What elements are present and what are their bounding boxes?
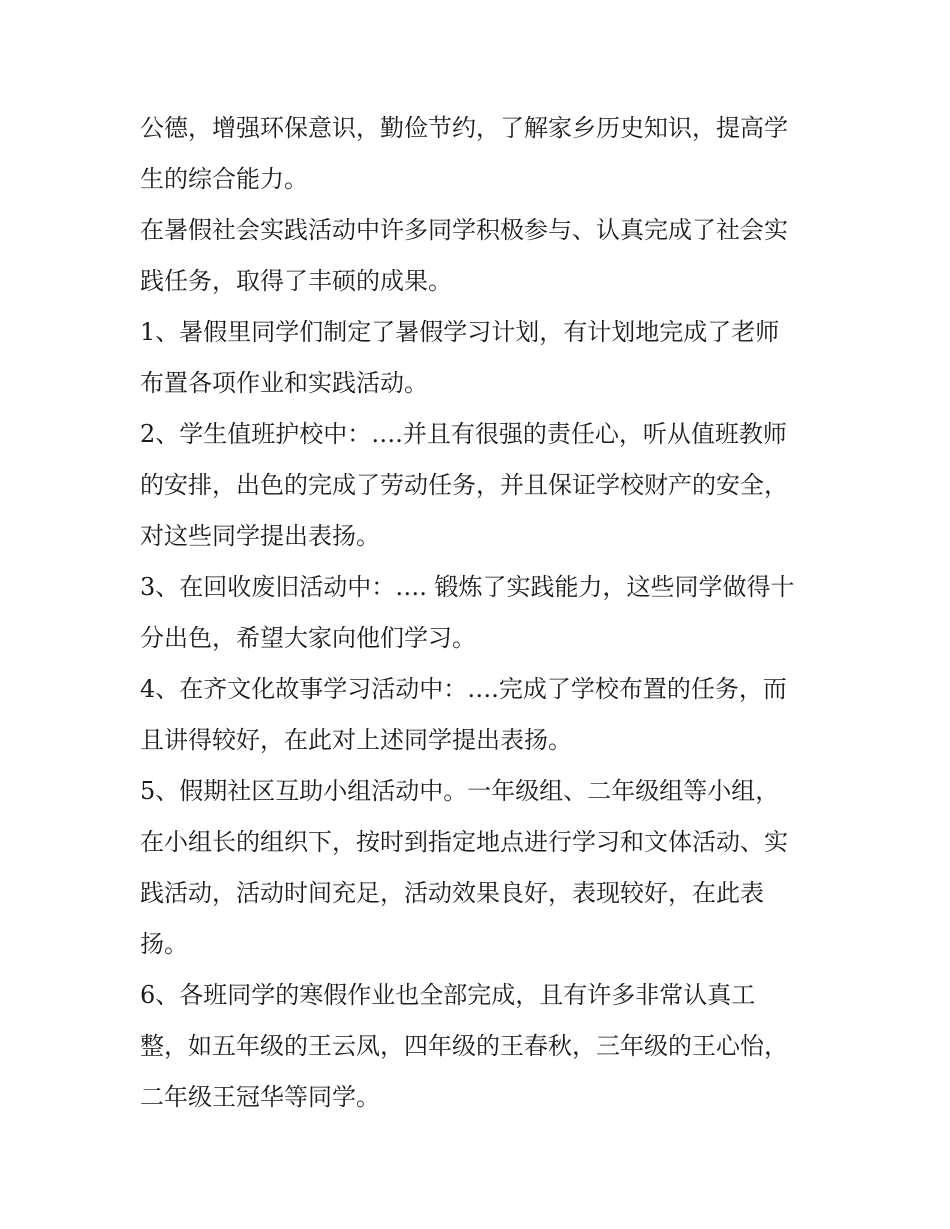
text-line: 6、各班同学的寒假作业也全部完成，且有许多非常认真工: [140, 981, 756, 1009]
text-line: 2、学生值班护校中：….并且有很强的责任心，听从值班教师: [140, 420, 787, 448]
text-line: 践活动，活动时间充足，活动效果良好，表现较好，在此表: [140, 879, 764, 907]
text-line: 且讲得较好，在此对上述同学提出表扬。: [140, 726, 572, 754]
text-line: 3、在回收废旧活动中：…. 锻炼了实践能力，这些同学做得十: [140, 573, 795, 601]
text-line: 分出色，希望大家向他们学习。: [140, 624, 476, 652]
text-line: 公德，增强环保意识，勤俭节约，了解家乡历史知识，提高学: [140, 114, 788, 142]
text-line: 对这些同学提出表扬。: [140, 522, 380, 550]
text-line: 践任务，取得了丰硕的成果。: [140, 267, 452, 295]
text-line: 1、暑假里同学们制定了暑假学习计划，有计划地完成了老师: [140, 318, 780, 346]
text-line: 整，如五年级的王云凤，四年级的王春秋，三年级的王心怡，: [140, 1032, 788, 1060]
text-line: 生的综合能力。: [140, 165, 308, 193]
text-line: 扬。: [140, 930, 188, 958]
text-line: 布置各项作业和实践活动。: [140, 369, 428, 397]
text-line: 在暑假社会实践活动中许多同学积极参与、认真完成了社会实: [140, 216, 788, 244]
text-line: 在小组长的组织下，按时到指定地点进行学习和文体活动、实: [140, 828, 788, 856]
document-body: [140, 103, 820, 1123]
text-line: 的安排，出色的完成了劳动任务，并且保证学校财产的安全，: [140, 471, 788, 499]
text-line: 5、假期社区互助小组活动中。一年级组、二年级组等小组，: [140, 777, 780, 805]
text-line: 二年级王冠华等同学。: [140, 1083, 380, 1111]
text-line: 4、在齐文化故事学习活动中：….完成了学校布置的任务，而: [140, 675, 787, 703]
